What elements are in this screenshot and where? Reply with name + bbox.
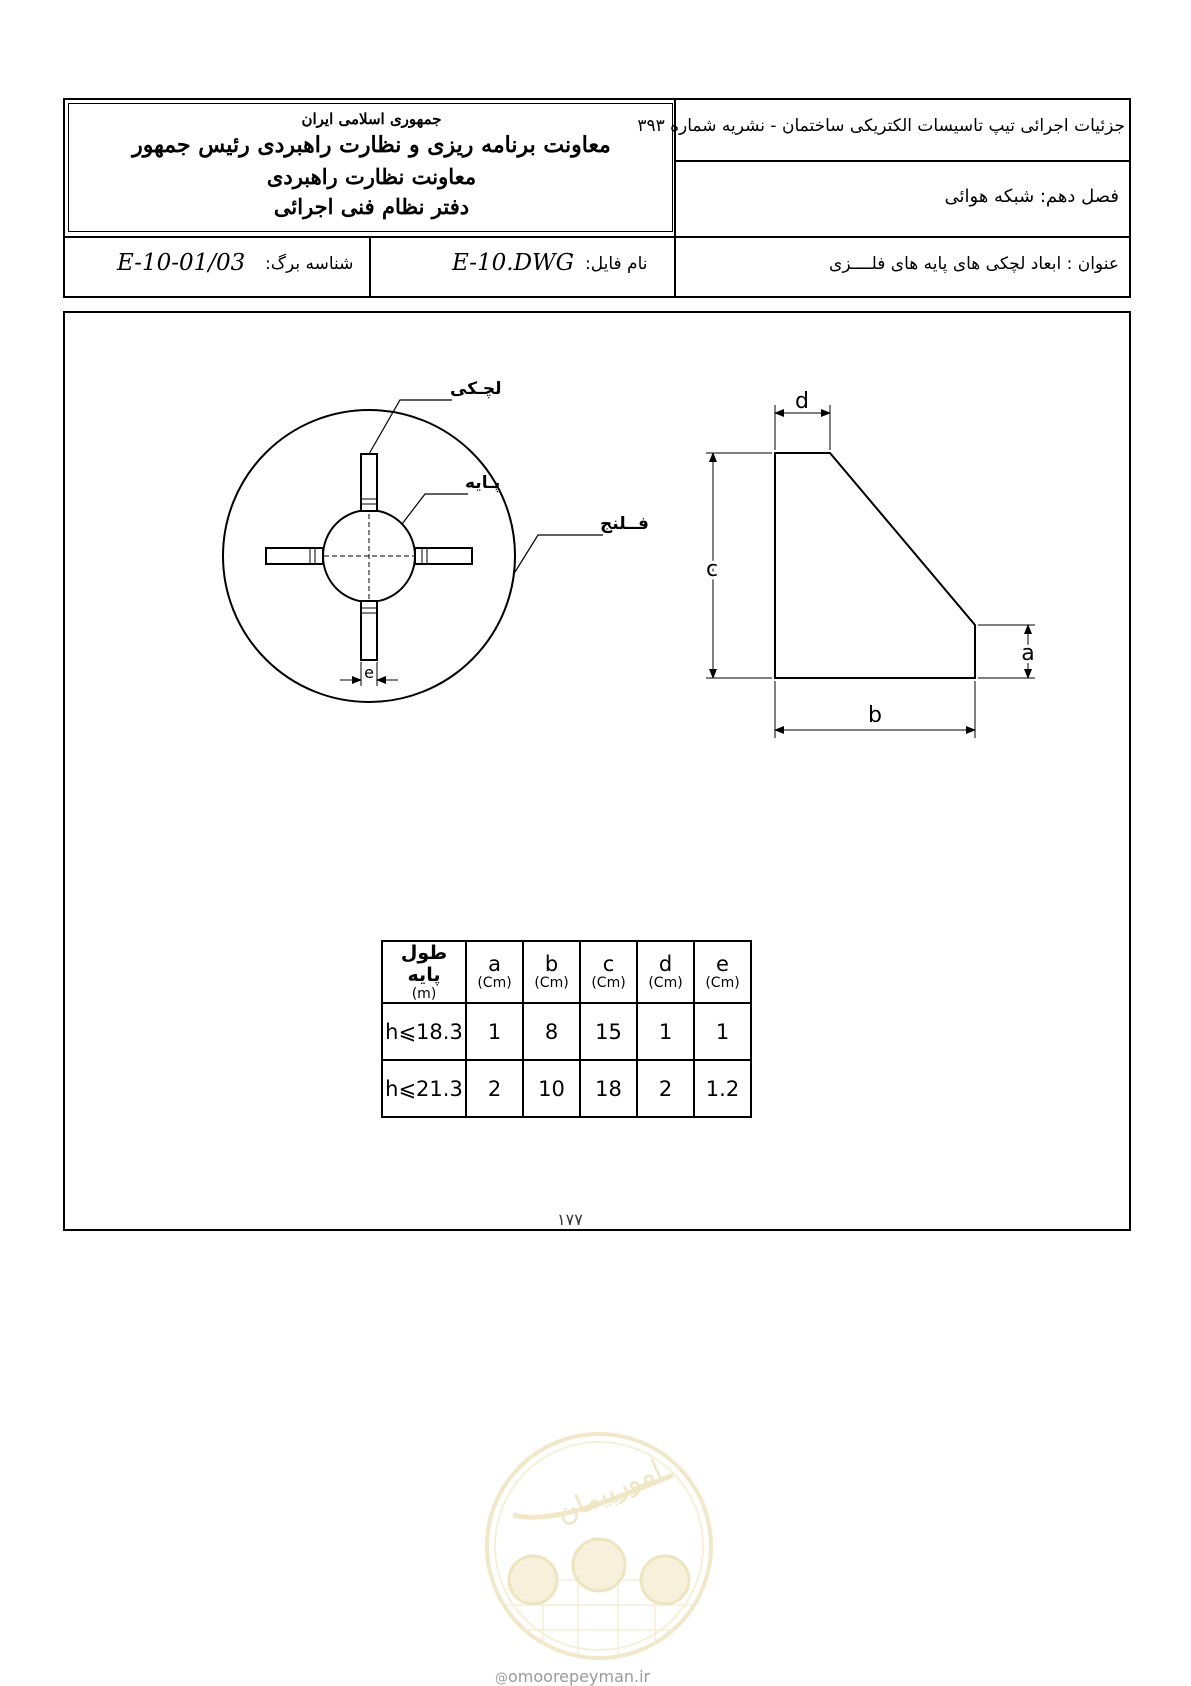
- gusset-label: لچـکی: [450, 379, 502, 399]
- table-row: [382, 1060, 751, 1117]
- table-cell: 1: [694, 1003, 751, 1060]
- page-number: ۱۷۷: [557, 1210, 583, 1229]
- header-b: b (Cm): [523, 941, 580, 1003]
- gusset-dimensions-table: [381, 940, 752, 1118]
- table-cell: 1.2: [694, 1060, 751, 1117]
- at-icon: @: [495, 1671, 508, 1686]
- gusset-left: [266, 548, 323, 564]
- org-line-2: معاونت برنامه ریزی و نظارت راهبردی رئیس جمهور: [132, 132, 611, 158]
- org-line-4: دفتر نظام فنی اجرائی: [273, 194, 470, 219]
- table-row: [382, 1003, 751, 1060]
- org-line-1: جمهوری اسلامی ایران: [301, 110, 442, 128]
- flange-label: فــلنج: [600, 514, 649, 534]
- chapter-title: فصل دهم: شبکه هوائی: [944, 186, 1119, 207]
- header-a: a (Cm): [466, 941, 523, 1003]
- gusset-outline: [775, 453, 975, 678]
- gusset-leader: [369, 400, 452, 454]
- dim-a-label: a: [1021, 641, 1035, 666]
- dim-b-label: b: [868, 703, 882, 728]
- gusset-bottom: [361, 601, 377, 660]
- dim-e-label: e: [364, 663, 374, 682]
- watermark-logo: [483, 1430, 715, 1666]
- dim-d-label: d: [795, 389, 809, 414]
- table-cell: 2: [637, 1060, 694, 1117]
- gusset-profile-view: [706, 389, 1035, 738]
- flange-leader: [515, 535, 603, 572]
- pole-label: پـایه: [465, 473, 501, 493]
- sheet-id-label: شناسه برگ:: [265, 254, 354, 274]
- table-cell: 1: [466, 1003, 523, 1060]
- header-pole-length: طول پایه (m): [382, 941, 466, 1003]
- watermark-site: @omoorepeyman.ir: [495, 1667, 651, 1686]
- header-d: d (Cm): [637, 941, 694, 1003]
- file-label: نام فایل:: [585, 254, 648, 274]
- pole-leader: [402, 494, 468, 524]
- table-cell: 8: [523, 1003, 580, 1060]
- gusset-right: [415, 548, 472, 564]
- table-cell: 2: [466, 1060, 523, 1117]
- header-e: e (Cm): [694, 941, 751, 1003]
- sheet-id: E-10-01/03: [117, 250, 246, 276]
- table-cell: h⩽21.3: [382, 1060, 466, 1117]
- table-cell: 18: [580, 1060, 637, 1117]
- table-cell: 10: [523, 1060, 580, 1117]
- publication-title: جزئیات اجرائی تیپ تاسیسات الکتریکی ساختمان - نشریه شماره ۳۹۳: [637, 116, 1125, 136]
- table-header-row: [382, 941, 751, 1003]
- file-name: E-10.DWG: [452, 250, 575, 276]
- watermark-brand: امورپیمان: [551, 1452, 667, 1531]
- org-line-3: معاونت نظارت راهبردی: [266, 164, 477, 189]
- flange-plan-view: [223, 379, 649, 702]
- dim-c-label: c: [705, 557, 719, 582]
- table-cell: h⩽18.3: [382, 1003, 466, 1060]
- gusset-top: [361, 454, 377, 511]
- table-cell: 1: [637, 1003, 694, 1060]
- sheet-title: عنوان : ابعاد لچکی های پایه های فلــــزی: [829, 254, 1119, 274]
- header-c: c (Cm): [580, 941, 637, 1003]
- table-cell: 15: [580, 1003, 637, 1060]
